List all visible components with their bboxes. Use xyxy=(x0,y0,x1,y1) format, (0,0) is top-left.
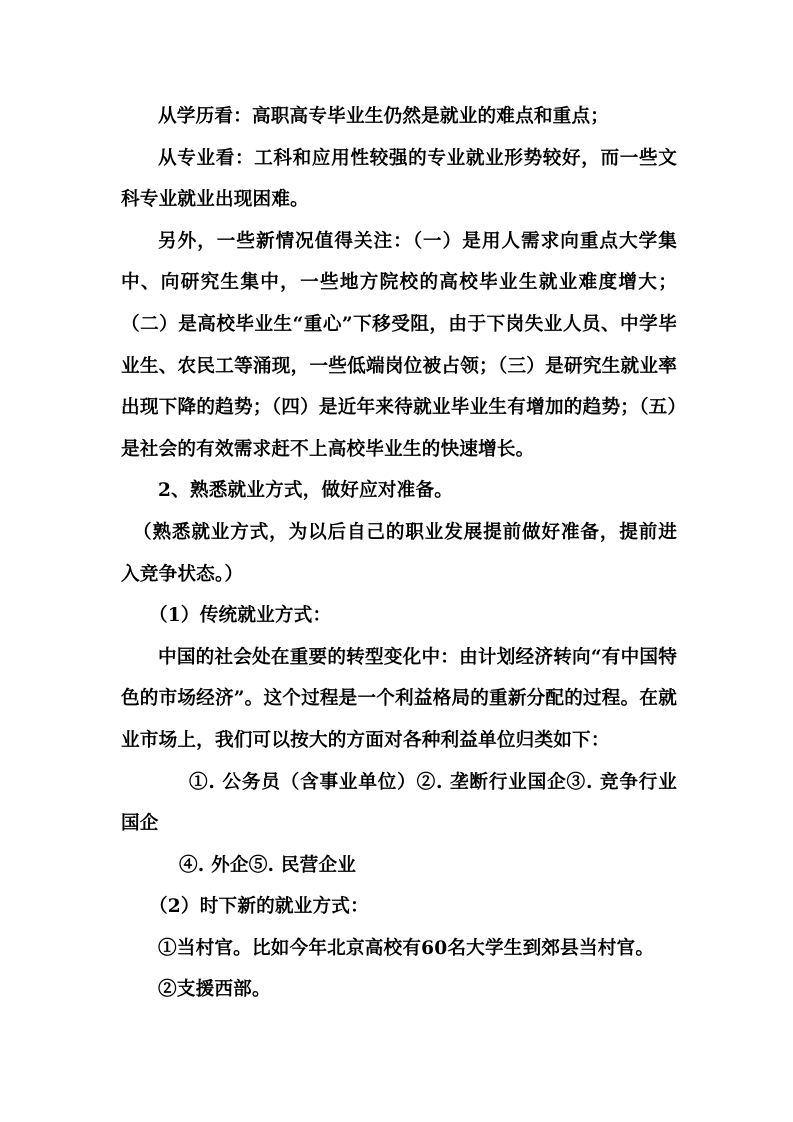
document-page xyxy=(121,96,677,1011)
list-categories-line2: ④. 外企⑤. 民营企业 xyxy=(179,854,357,876)
paragraph-social-transition: 中国的社会处在重要的转型变化中：由计划经济转向“有中国特色的市场经济”。这个过程是一个利益格局的重新分配的过程。在就业市场上，我们可以按大的方面对各种利益单位归类如下： xyxy=(121,646,677,751)
list-categories-line1: ①. 公务员（含事业单位）②. 垄断行业国企③. 竞争行业国企 xyxy=(121,771,677,835)
paragraph-employment-note: （熟悉就业方式，为以后自己的职业发展提前做好准备，提前进入竞争状态。） xyxy=(121,521,677,585)
paragraph-education-level: 从学历看：高职高专毕业生仍然是就业的难点和重点； xyxy=(158,106,610,127)
section-heading-employment-methods: 2、熟悉就业方式，做好应对准备。 xyxy=(158,480,454,502)
subheading-new-methods: （2）时下新的就业方式： xyxy=(149,896,369,918)
subheading-traditional: （1）传统就业方式： xyxy=(149,605,332,627)
list-item-support-west: ②支援西部。 xyxy=(158,979,271,1001)
paragraph-new-situations: 另外，一些新情况值得关注：（一）是用人需求向重点大学集中、向研究生集中，一些地方院校的高校毕业生就业难度增大；（二）是高校毕业生“重心”下移受阻，由于下岗失业人员、中学毕业生、农民工等涌现，一些低端岗位被占领；（三）是研究生就业率出现下降的趋势；（四）是近年来待就业毕业生有增加的趋势；（五）是社会的有效需求赶不上高校毕业生的快速增长。 xyxy=(121,230,677,460)
list-item-village-official: ①当村官。比如今年北京高校有60名大学生到郊县当村官。 xyxy=(158,937,655,959)
paragraph-major: 从专业看：工科和应用性较强的专业就业形势较好，而一些文科专业就业出现困难。 xyxy=(121,147,677,211)
